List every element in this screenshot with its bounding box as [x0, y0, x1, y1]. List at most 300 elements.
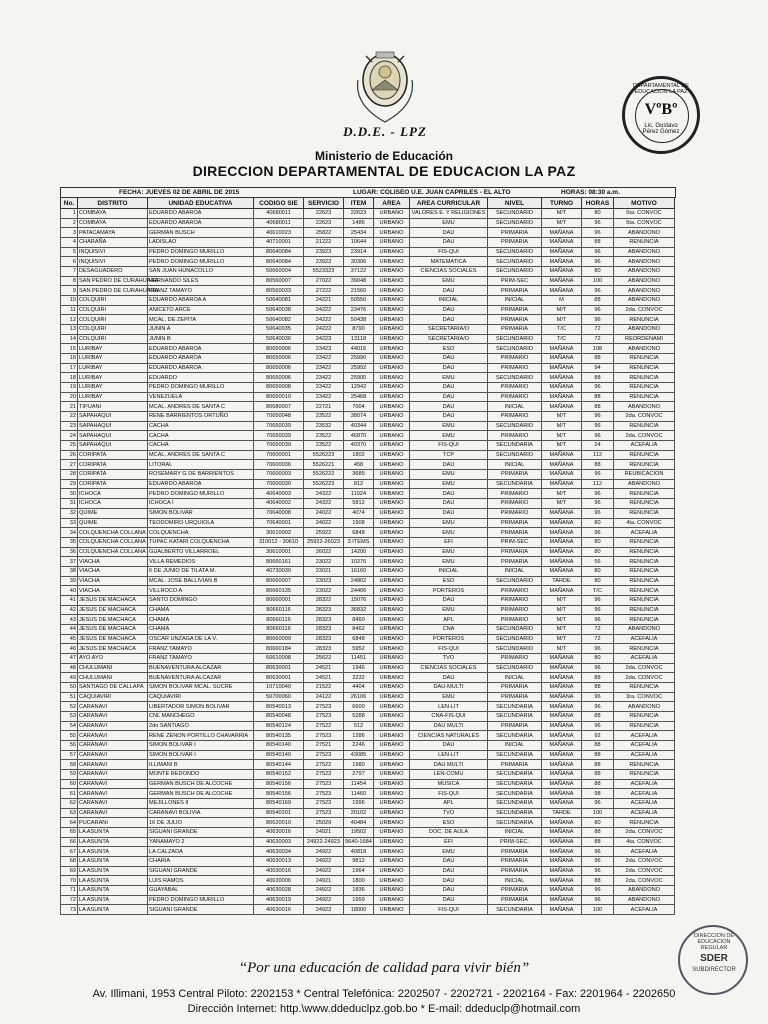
column-header: TURNO — [542, 198, 582, 209]
table-cell: JESUS DE MACHACA — [78, 644, 148, 654]
table-cell: SECUNDARIA — [488, 711, 542, 721]
table-cell: REORDENAMI — [614, 334, 675, 344]
table-row — [61, 644, 675, 654]
table-cell: DAU — [410, 886, 488, 896]
table-cell: PRIMARIA — [488, 721, 542, 731]
table-cell: 80 — [582, 518, 614, 528]
table-cell: DAU — [410, 286, 488, 296]
table-cell: SAPAHAQUI — [78, 431, 148, 441]
table-cell: 3 — [61, 228, 78, 238]
table-cell: 15 — [61, 344, 78, 354]
table-cell: 24922-24923 — [304, 837, 344, 847]
table-cell: 12942 — [344, 383, 374, 393]
table-cell: SECUNDARIO — [488, 344, 542, 354]
table-cell: 24922 — [304, 866, 344, 876]
table-cell: 9 — [61, 286, 78, 296]
table-cell: MCAL. DE ZEPITA — [148, 315, 254, 325]
table-cell: 2da. CONVOC — [614, 866, 675, 876]
table-cell: URBANO — [374, 557, 410, 567]
table-cell: INICIAL — [488, 402, 542, 412]
table-cell: MAÑANA — [542, 470, 582, 480]
table-cell: 512 — [344, 721, 374, 731]
table-cell: 26 — [61, 450, 78, 460]
table-cell: 24223 — [304, 334, 344, 344]
table-cell: 23476 — [344, 305, 374, 315]
table-cell: 23422 — [304, 383, 344, 393]
table-cell: URBANO — [374, 238, 410, 248]
table-cell: 13 — [61, 325, 78, 335]
table-cell: 50 — [61, 682, 78, 692]
table-cell: 80 — [582, 547, 614, 557]
table-cell: SECUNDARIO — [488, 209, 542, 219]
table-cell: 38 — [61, 566, 78, 576]
table-cell: 70650039 — [254, 441, 304, 451]
table-cell: LURIBAY — [78, 383, 148, 393]
table-cell: PRIMARIA — [488, 528, 542, 538]
table-cell: CARANAVI — [78, 750, 148, 760]
table-cell: 80650010 — [254, 392, 304, 402]
table-cell: CNA-FIS-QUI — [410, 711, 488, 721]
table-cell: 6 — [61, 257, 78, 267]
table-cell: 73 — [61, 905, 78, 915]
table-cell: DAU — [410, 673, 488, 683]
table-cell: 96 — [582, 218, 614, 228]
table-cell: 40640003 — [254, 489, 304, 499]
table-cell: 50640035 — [254, 325, 304, 335]
table-cell: 1980 — [344, 760, 374, 770]
table-cell: MAÑANA — [542, 818, 582, 828]
table-cell: PRIMARIO — [488, 489, 542, 499]
table-row — [61, 798, 675, 808]
table-cell: SECUNDARIA — [488, 769, 542, 779]
table-cell: CHULUMANI — [78, 673, 148, 683]
table-cell: RENUNCIA — [614, 595, 675, 605]
table-cell: 30 — [61, 489, 78, 499]
table-cell: PRIMARIA — [488, 470, 542, 480]
table-cell: 25622 — [304, 653, 344, 663]
table-cell: 54 — [61, 721, 78, 731]
table-cell: 88 — [582, 740, 614, 750]
table-row — [61, 296, 675, 306]
table-cell: URBANO — [374, 450, 410, 460]
table-cell: 6600 — [344, 702, 374, 712]
table-cell: VIACHA — [78, 586, 148, 596]
table-cell: URBANO — [374, 267, 410, 277]
table-cell: SECRETARIA/O — [410, 325, 488, 335]
table-row — [61, 769, 675, 779]
table-cell: URBANO — [374, 673, 410, 683]
table-cell: URBANO — [374, 828, 410, 838]
table-row — [61, 857, 675, 867]
table-cell: SECUNDARIA — [488, 441, 542, 451]
table-cell: PRIMARIA — [488, 895, 542, 905]
table-cell: 72 — [582, 325, 614, 335]
table-cell: RENE BARRIENTOS ORTUÑO — [148, 412, 254, 422]
table-cell: DAU-MULTI — [410, 682, 488, 692]
table-cell: COLQUIRI — [78, 305, 148, 315]
table-cell: SECUNDARIO — [488, 576, 542, 586]
table-cell: 88 — [582, 460, 614, 470]
table-cell: SANTO DOMINGO — [148, 595, 254, 605]
table-cell: 96 — [582, 431, 614, 441]
table-cell: SECUNDARIO — [488, 267, 542, 277]
table-cell: 1996 — [344, 798, 374, 808]
table-cell: DAU — [410, 740, 488, 750]
table-cell: 1286 — [344, 731, 374, 741]
table-cell: MAÑANA — [542, 857, 582, 867]
table-cell: EMU — [410, 479, 488, 489]
table-cell: RENUNCIA — [614, 537, 675, 547]
table-cell: CACHA — [148, 441, 254, 451]
table-row — [61, 228, 675, 238]
table-cell: LA ASUNTA — [78, 847, 148, 857]
table-row — [61, 257, 675, 267]
table-cell: 8460 — [344, 615, 374, 625]
table-cell: 40630016 — [254, 905, 304, 915]
table-cell: INICIAL — [488, 673, 542, 683]
column-header: MOTIVO — [614, 198, 675, 209]
table-cell: PEDRO DOMINGO MURILLO — [148, 247, 254, 257]
table-cell: 28322 — [304, 595, 344, 605]
table-cell: DAU — [410, 857, 488, 867]
table-cell: INICIAL — [488, 566, 542, 576]
table-cell: 46870 — [344, 431, 374, 441]
footer-motto: “Por una educación de calidad para vivir bién” — [238, 960, 530, 976]
table-cell: CARANAVI — [78, 740, 148, 750]
table-cell: 24 — [61, 431, 78, 441]
table-cell: 5526223 — [304, 479, 344, 489]
table-cell: 25992 — [344, 363, 374, 373]
table-cell: URBANO — [374, 653, 410, 663]
table-cell: PRIMARIA — [488, 866, 542, 876]
table-row — [61, 537, 675, 547]
table-cell: PRIMARIA — [488, 305, 542, 315]
table-cell: ABANDONO — [614, 286, 675, 296]
table-cell: URBANO — [374, 470, 410, 480]
table-cell: 23522 — [304, 431, 344, 441]
table-cell: 23422 — [304, 392, 344, 402]
table-cell: PRIMARIO — [488, 508, 542, 518]
session-hours: HORAS: 08:30 a.m. — [561, 189, 620, 196]
table-cell: 80540152 — [254, 769, 304, 779]
table-cell: SAN PEDRO DE CURAHUARA — [79, 278, 159, 285]
table-cell: EMU — [410, 518, 488, 528]
table-cell: ACEFALIA — [614, 905, 675, 915]
table-cell: 96 — [582, 644, 614, 654]
table-cell: 96 — [582, 886, 614, 896]
table-cell: 80630001 — [254, 663, 304, 673]
table-cell: 4ta. CONVOC — [614, 837, 675, 847]
table-cell: RENUNCIA — [614, 450, 675, 460]
table-cell: M/T — [542, 595, 582, 605]
table-cell: 22 — [61, 412, 78, 422]
table-cell: SECUNDARIO — [488, 247, 542, 257]
table-cell: DAU — [410, 460, 488, 470]
table-cell: JUNIN B — [148, 334, 254, 344]
table-cell: 96 — [582, 721, 614, 731]
table-cell: PRIMARIA — [488, 315, 542, 325]
table-cell: URBANO — [374, 711, 410, 721]
table-cell: 6 DE JUNIO DE TILATA M. — [148, 566, 254, 576]
table-cell: CARANAVI — [78, 789, 148, 799]
table-cell: LUIS RAMOS — [148, 876, 254, 886]
table-cell: 96 — [582, 595, 614, 605]
table-cell: MAÑANA — [542, 363, 582, 373]
table-cell: URBANO — [374, 731, 410, 741]
table-cell: 80540140 — [254, 750, 304, 760]
table-cell: 16160 — [344, 566, 374, 576]
table-cell: URBANO — [374, 363, 410, 373]
table-cell: 21 — [61, 402, 78, 412]
table-cell: ACEFALIA — [614, 779, 675, 789]
table-cell: 96 — [582, 847, 614, 857]
table-cell: ACEFALIA — [614, 740, 675, 750]
table-cell: SECUNDARIO — [488, 644, 542, 654]
table-cell: 27521 — [304, 740, 344, 750]
table-cell: 19502 — [344, 828, 374, 838]
table-cell: SIMON BOLIVAR MCAL. SUCRE — [148, 682, 254, 692]
table-cell: URBANO — [374, 412, 410, 422]
table-cell: 40630034 — [254, 847, 304, 857]
table-cell: MAÑANA — [542, 760, 582, 770]
table-cell: URBANO — [374, 383, 410, 393]
table-cell: TEODOMIRO URQUIOLA — [148, 518, 254, 528]
table-cell: VIACHA — [78, 566, 148, 576]
table-cell: 88 — [582, 750, 614, 760]
table-cell: 5812 — [344, 499, 374, 509]
table-cell: SECUNDARIA — [488, 798, 542, 808]
table-cell: URBANO — [374, 460, 410, 470]
table-cell: 24921 — [304, 876, 344, 886]
table-cell: 5ta. CONVOC — [614, 218, 675, 228]
column-header: AREA CURRICULAR — [410, 198, 488, 209]
approval-stamp — [622, 76, 700, 154]
table-cell: 24922 — [304, 847, 344, 857]
table-cell: SANTIAGO DE CALLAPA — [78, 682, 148, 692]
table-cell: 30610002 — [254, 528, 304, 538]
table-cell: 80640084 — [254, 257, 304, 267]
table-cell: 27523 — [304, 750, 344, 760]
table-cell: 25900 — [344, 373, 374, 383]
table-row — [61, 682, 675, 692]
column-header: DISTRITO — [78, 198, 148, 209]
table-cell: SECUNDARIA — [488, 750, 542, 760]
table-cell: ACEFALIA — [614, 750, 675, 760]
table-row — [61, 876, 675, 886]
table-cell: REUBICACION — [614, 470, 675, 480]
table-cell: CORIPATA — [78, 460, 148, 470]
table-cell: CORIPATA — [78, 479, 148, 489]
table-cell: 1800 — [344, 876, 374, 886]
table-cell: URBANO — [374, 305, 410, 315]
table-cell: 50438 — [344, 315, 374, 325]
table-cell: URBANO — [374, 837, 410, 847]
table-cell: PATACAMAYA — [78, 228, 148, 238]
table-cell: 80540156 — [254, 789, 304, 799]
table-cell: URBANO — [374, 209, 410, 219]
table-cell: 71 — [61, 886, 78, 896]
table-cell: SECUNDARIA — [488, 905, 542, 915]
table-cell: PRIMARIA — [488, 518, 542, 528]
table-cell: CIENCIAS SOCIALES — [410, 267, 488, 277]
table-cell: SECUNDARIO — [488, 450, 542, 460]
table-cell: 57 — [61, 750, 78, 760]
table-cell: EMU — [410, 218, 488, 228]
table-cell: LA ASUNTA — [78, 876, 148, 886]
table-cell: URBANO — [374, 431, 410, 441]
table-cell: ACEFALIA — [614, 528, 675, 538]
table-cell: DAU — [410, 305, 488, 315]
table-cell: T/C — [582, 586, 614, 596]
table-cell: 44016 — [344, 344, 374, 354]
table-row — [61, 905, 675, 915]
table-cell: URBANO — [374, 537, 410, 547]
table-cell: VIACHA — [78, 576, 148, 586]
table-cell: URBANO — [374, 769, 410, 779]
table-cell: 80540048 — [254, 711, 304, 721]
table-cell: 27523 — [304, 711, 344, 721]
table-cell: 1946 — [344, 663, 374, 673]
table-cell: 53 — [61, 711, 78, 721]
table-cell: 25922 — [304, 528, 344, 538]
table-cell: 67 — [61, 847, 78, 857]
table-cell: 19 — [61, 383, 78, 393]
column-header: SERVICIO — [304, 198, 344, 209]
table-cell: INICIAL — [488, 876, 542, 886]
table-cell: 2246 — [344, 740, 374, 750]
table-cell: 23532 — [304, 421, 344, 431]
table-cell: CARANAVI — [78, 711, 148, 721]
table-row — [61, 595, 675, 605]
table-cell: 80 — [582, 576, 614, 586]
table-cell: 40680011 — [254, 209, 304, 219]
table-cell: 68 — [61, 857, 78, 867]
table-cell: MCAL. JOSE BALLIVIAN B — [148, 576, 254, 586]
table-cell: MAÑANA — [542, 537, 582, 547]
table-cell: MAÑANA — [542, 276, 582, 286]
table-row — [61, 247, 675, 257]
table-cell: M/T — [542, 634, 582, 644]
table-cell: PRIMARIO — [488, 383, 542, 393]
table-cell: EMU — [410, 470, 488, 480]
table-cell: M/T — [542, 441, 582, 451]
table-cell: 40640002 — [254, 499, 304, 509]
table-cell: M/T — [542, 421, 582, 431]
table-cell: VIACHA — [78, 557, 148, 567]
table-cell: M/T — [542, 305, 582, 315]
table-cell: COLQUENCHA — [148, 528, 254, 538]
table-cell: URBANO — [374, 808, 410, 818]
table-cell: INICIAL — [410, 566, 488, 576]
table-cell: 2da. CONVOC — [614, 305, 675, 315]
table-cell: URBANO — [374, 518, 410, 528]
table-row — [61, 383, 675, 393]
table-cell: SAN JUAN HUNACOLLO — [148, 267, 254, 277]
table-cell: 80650006 — [254, 354, 304, 364]
table-row — [61, 750, 675, 760]
table-cell: URBANO — [374, 402, 410, 412]
table-cell: EDUARDO ABAROA — [148, 479, 254, 489]
table-cell: 11454 — [344, 779, 374, 789]
table-cell: 40344 — [344, 421, 374, 431]
table-cell: LADISLAO — [148, 238, 254, 248]
table-cell: CORIPATA — [78, 450, 148, 460]
table-cell: MAÑANA — [542, 557, 582, 567]
table-header-row — [61, 198, 675, 209]
table-cell: EMU — [410, 276, 488, 286]
table-cell: PRIMARIA — [488, 886, 542, 896]
table-cell: 33 — [61, 518, 78, 528]
table-cell: 96 — [582, 605, 614, 615]
column-header: No. — [61, 198, 78, 209]
table-cell: AYO AYO — [78, 653, 148, 663]
table-row — [61, 479, 675, 489]
table-cell: 18 — [61, 373, 78, 383]
table-cell: PRIMARIO — [488, 653, 542, 663]
table-cell: 80 — [582, 566, 614, 576]
table-cell: RENUNCIA — [614, 238, 675, 248]
table-row — [61, 653, 675, 663]
table-cell: CNL MANCHEGO — [148, 711, 254, 721]
table-cell: EMU — [410, 421, 488, 431]
table-cell: 59 — [61, 769, 78, 779]
table-cell: 70650039 — [254, 421, 304, 431]
table-row — [61, 624, 675, 634]
table-cell: TIPUANI — [78, 402, 148, 412]
table-row — [61, 402, 675, 412]
table-cell: RENUNCIA — [614, 489, 675, 499]
table-cell: EMU — [410, 373, 488, 383]
sder-stamp-arc: DIRECCION DE EDUCACION REGULAR — [693, 933, 735, 951]
table-cell: URBANO — [374, 489, 410, 499]
table-cell: URBANO — [374, 750, 410, 760]
table-cell: ILLIMANI B — [148, 760, 254, 770]
table-cell: DAU — [410, 228, 488, 238]
table-cell: COLQUENCHA COLLANA — [79, 539, 146, 546]
table-cell: 23023 — [304, 576, 344, 586]
table-cell: 5523323 — [304, 267, 344, 277]
table-cell: 22623 — [304, 218, 344, 228]
table-cell: 52 — [61, 702, 78, 712]
table-cell: 38074 — [344, 412, 374, 422]
table-cell: LIBERTADOR SIMON BOLIVAR — [148, 702, 254, 712]
table-cell: 80540124 — [254, 721, 304, 731]
table-cell: JESUS DE MACHACA — [78, 615, 148, 625]
table-cell: 4ta. CONVOC — [614, 518, 675, 528]
table-cell: 24222 — [304, 315, 344, 325]
table-cell: 96 — [582, 798, 614, 808]
table-cell: ICHOCA I — [148, 499, 254, 509]
table-cell: URBANO — [374, 798, 410, 808]
table-cell: 35 — [61, 537, 78, 547]
table-cell: CNA — [410, 624, 488, 634]
table-cell: COMBAYA — [78, 218, 148, 228]
table-cell: EDUARDO ABAROA — [148, 354, 254, 364]
table-cell: EDUARDO — [148, 373, 254, 383]
table-cell: 24322 — [304, 499, 344, 509]
table-cell: 20102 — [344, 808, 374, 818]
table-cell: 40484 — [344, 818, 374, 828]
table-cell: ICHOCA — [78, 499, 148, 509]
table-cell: 25029 — [304, 818, 344, 828]
table-cell: 80540013 — [254, 702, 304, 712]
table-cell: SECUNDARIA — [488, 779, 542, 789]
table-cell: 13118 — [344, 334, 374, 344]
table-cell: 80650006 — [254, 373, 304, 383]
table-cell: 88 — [582, 837, 614, 847]
table-cell: MAÑANA — [542, 383, 582, 393]
table-cell: 26106 — [344, 692, 374, 702]
